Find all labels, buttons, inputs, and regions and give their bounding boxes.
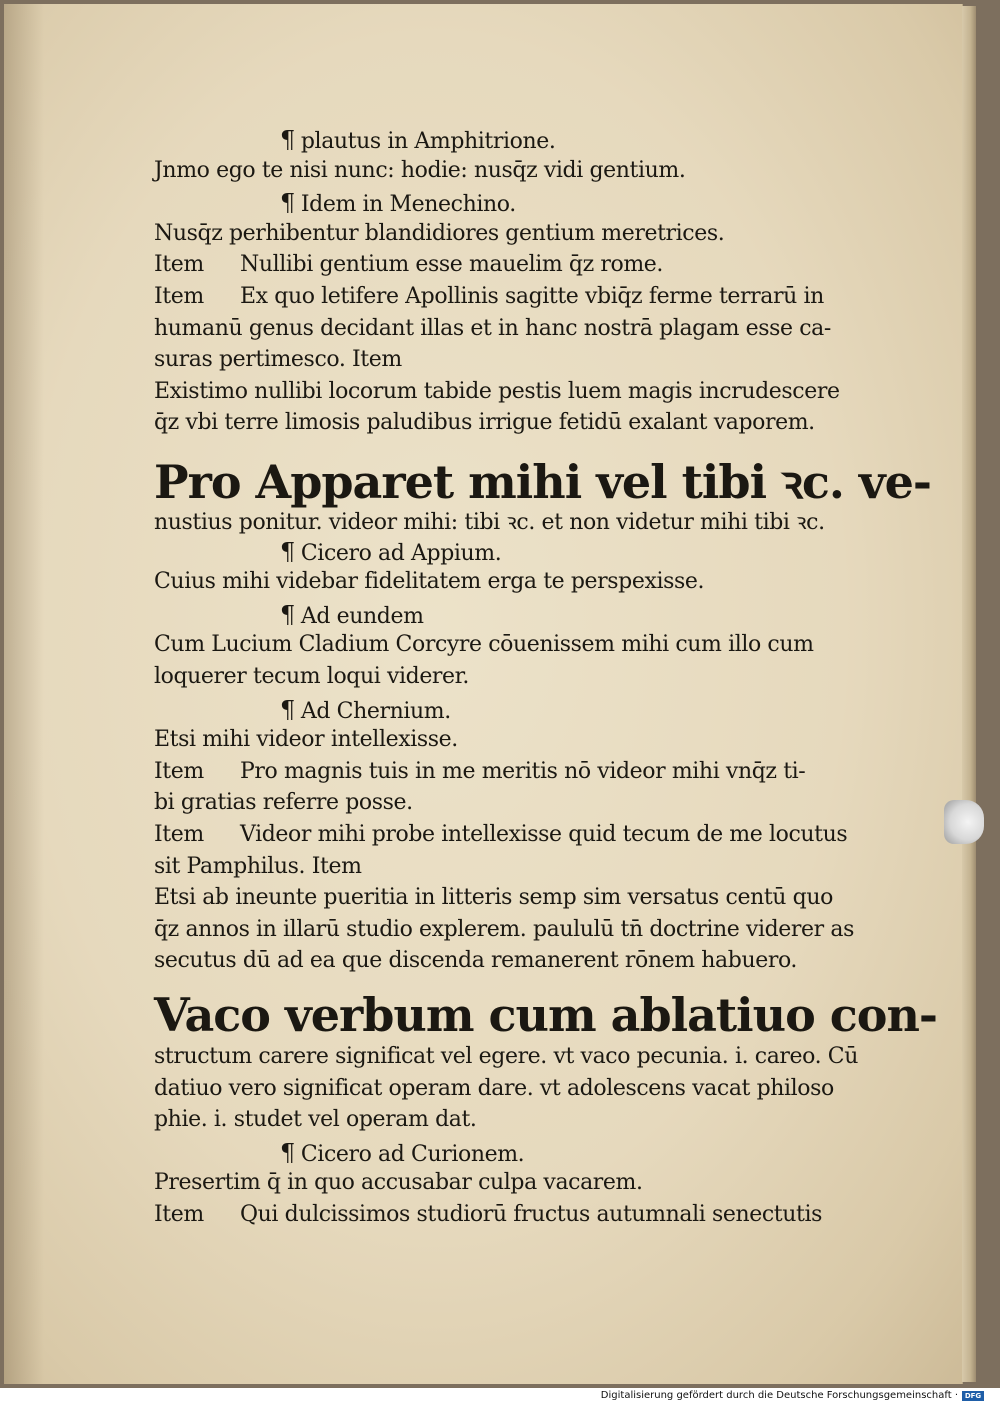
footer-credit [601,1388,984,1403]
line-text: q̄z vbi terre limosis paludibus irrigue fetidū exalant vaporem. [154,410,815,436]
line-text: Cuius mihi videbar fidelitatem erga te perspexisse. [154,569,705,595]
line-text: Etsi ab ineunte pueritia in litteris semp sim versatus centū quo [154,885,833,911]
text-line [154,221,724,246]
pilcrow-icon: ¶ [280,189,295,218]
text-line [154,885,833,910]
text-line [154,664,469,689]
item-line [154,284,824,309]
text-line [154,316,831,341]
page-fore-edge [962,6,976,1382]
clip-mark [944,800,984,844]
item-line [154,822,847,847]
section-heading [280,601,424,629]
line-text: nustius ponitur. videor mihi: tibi ꝛc. et non videtur mihi tibi ꝛc. [154,510,825,535]
text-line [154,1170,643,1195]
item-label: Item [154,252,204,278]
line-text: Vaco verbum cum ablatiuo con- [154,988,937,1042]
item-line [154,759,805,784]
text-line [154,632,814,657]
line-text: phie. i. studet vel operam dat. [154,1107,477,1133]
pilcrow-icon: ¶ [280,537,295,566]
text-line [154,1044,858,1069]
line-text: Ad eundem [300,603,424,629]
line-text: Cicero ad Curionem. [300,1141,525,1167]
item-label: Item [154,758,204,784]
line-text: Presertim q̄ in quo accusabar culpa vacarem. [154,1170,643,1196]
section-heading [280,696,451,724]
line-text: Nullibi gentium esse mauelim q̄z rome. [240,252,664,278]
line-text: structum carere significat vel egere. vt vaco pecunia. i. careo. Cū [154,1044,859,1069]
item-label: Item [154,822,204,847]
section-heading [280,189,516,217]
line-text: humanū genus decidant illas et in hanc nostrā plagam esse ca- [154,315,831,341]
text-line [154,917,854,942]
text-line [154,727,458,752]
line-text: q̄z annos in illarū studio explerem. paululū tn̄ doctrine viderer as [154,916,854,942]
line-text: Etsi mihi videor intellexisse. [154,727,458,753]
text-line [154,410,815,435]
line-text: Cicero ad Appium. [300,540,502,566]
text-line [154,1076,834,1101]
pilcrow-icon: ¶ [280,600,295,629]
line-text: loquerer tecum loqui viderer. [154,664,469,689]
line-text: Pro magnis tuis in me meritis nō videor mihi vnq̄z ti- [240,758,806,784]
line-text: Jnmo ego te nisi nunc: hodie: nusq̄z vidi gentium. [154,157,686,183]
text-line [154,506,825,536]
pilcrow-icon: ¶ [280,695,295,724]
dfg-logo-icon: DFG [962,1391,984,1401]
line-text: sit Pamphilus. Item [154,853,362,879]
line-text: Ad Chernium. [300,698,451,724]
line-text: plautus in Amphitrione. [300,129,556,154]
text-line [154,158,685,183]
text-line [154,790,413,815]
line-text: secutus dū ad ea que discenda remanerent rōnem habuero. [154,948,798,974]
line-text: datiuo vero significat operam dare. vt adolescens vacat philoso [154,1075,834,1101]
line-text: Nusq̄z perhibentur blandidiores gentium meretrices. [154,220,725,246]
section-heading [280,538,501,566]
gutter-shadow [4,4,44,1384]
text-line [154,569,704,594]
text-line [154,347,402,372]
item-line [154,1202,822,1227]
line-text: Idem in Menechino. [300,192,516,218]
section-heading [280,126,555,154]
line-text: Cum Lucium Cladium Corcyre cōuenissem mihi cum illo cum [154,632,814,658]
text-line [154,1107,477,1132]
item-label: Item [154,1202,204,1227]
text-line [154,379,840,404]
text-line [154,854,362,879]
text-line [154,948,797,973]
pilcrow-icon: ¶ [280,1138,295,1167]
lemma-heading [154,988,937,1042]
line-text: Pro Apparet mihi vel tibi ꝛc. ve- [154,455,931,509]
line-text: Ex quo letifere Apollinis sagitte vbiq̄z ferme terrarū in [240,284,824,309]
line-text: Qui dulcissimos studiorū fructus autumnali senectutis [240,1202,822,1227]
pilcrow-icon: ¶ [280,126,295,154]
item-label: Item [154,284,204,309]
footer-credit-text: Digitalisierung gefördert durch die Deutsche Forschungsgemeinschaft · [600,1390,958,1401]
line-text: Existimo nullibi locorum tabide pestis luem magis incrudescere [154,378,840,404]
line-text: suras pertimesco. Item [154,347,402,373]
section-heading [280,1139,524,1167]
line-text: bi gratias referre posse. [154,790,413,816]
lemma-heading [154,450,931,512]
line-text: Videor mihi probe intellexisse quid tecum de me locutus [240,822,848,847]
item-line [154,252,663,277]
